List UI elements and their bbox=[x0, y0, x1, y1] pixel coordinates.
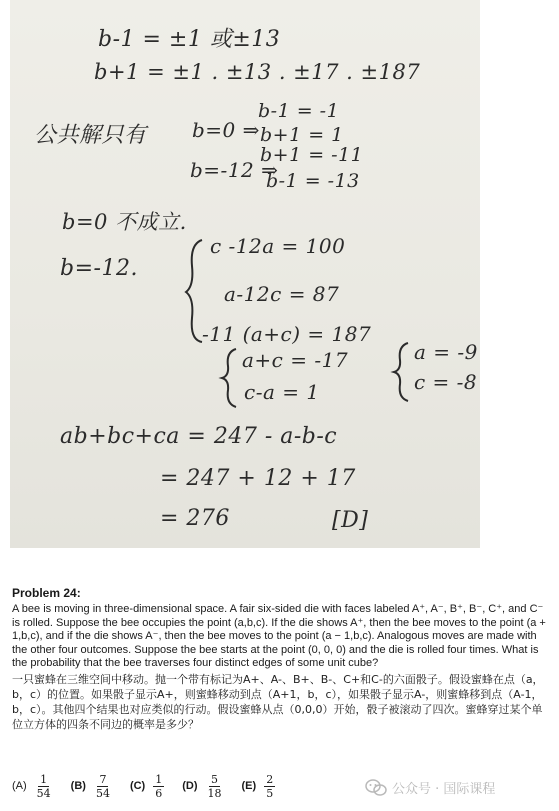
choice-fraction bbox=[206, 773, 224, 800]
choice-letter: (C) bbox=[129, 780, 146, 792]
hw-line: 公共解只有 bbox=[34, 123, 147, 148]
answer-choices bbox=[12, 766, 293, 806]
hw-line: b+1 = 1 bbox=[260, 124, 344, 146]
hw-line: b=0 不成立. bbox=[62, 210, 187, 234]
left-brace-icon bbox=[218, 346, 242, 410]
choice-fraction bbox=[153, 773, 164, 800]
choice-c bbox=[130, 773, 164, 800]
wechat-icon bbox=[365, 779, 387, 797]
choice-d bbox=[182, 773, 223, 800]
hw-line: b-1 = -13 bbox=[266, 170, 360, 192]
hw-line: ab+bc+ca = 247 - a-b-c bbox=[60, 424, 338, 449]
choice-b bbox=[71, 773, 112, 800]
hw-line: c = -8 bbox=[414, 370, 478, 394]
choice-letter: (B) bbox=[70, 780, 86, 792]
hw-line: b=-12. bbox=[60, 256, 138, 281]
choice-letter: (E) bbox=[241, 780, 257, 792]
fraction-denominator: 6 bbox=[155, 786, 163, 800]
hw-line: b-1 = -1 bbox=[258, 100, 340, 122]
hw-line: = 276 bbox=[160, 506, 230, 531]
hw-answer: [D] bbox=[332, 508, 369, 533]
problem-title: Problem 24: bbox=[12, 586, 81, 600]
fraction-numerator: 1 bbox=[40, 772, 48, 786]
hw-line: b=-12 ⇒ bbox=[190, 158, 279, 182]
hw-line: c -12a = 100 bbox=[210, 234, 346, 258]
choice-e bbox=[242, 773, 276, 800]
hw-line: a-12c = 87 bbox=[224, 282, 340, 306]
problem-english-text: A bee is moving in three-dimensional space. A fair six-sided die with faces labeled A⁺, A⁻, B⁺, B⁻, C⁺, and C⁻ is rolled. Suppose the bee occupies the point (a,b,c). If the die shows A⁺, then the bee moves to the point (a + 1,b,c), and if the die shows A⁻, then the bee moves to the point (a − 1,b,c). Analogous moves are made with the other four outcomes. Suppose the bee starts at the point (0, 0, 0) and the die is rolled four times. What is the probability that the bee traverses four distinct edges of some unit cube? bbox=[12, 603, 546, 670]
fraction-numerator: 1 bbox=[155, 772, 163, 786]
fraction-numerator: 2 bbox=[266, 772, 274, 786]
choice-fraction bbox=[264, 773, 275, 800]
fraction-numerator: 7 bbox=[99, 772, 107, 786]
choice-a bbox=[12, 773, 53, 800]
choice-letter: (A) bbox=[12, 780, 27, 792]
handwritten-solution-photo bbox=[10, 0, 480, 548]
watermark bbox=[365, 778, 495, 797]
watermark-text: 公众号 · 国际课程 bbox=[392, 782, 496, 797]
hw-line: c-a = 1 bbox=[244, 380, 320, 404]
problem-block bbox=[12, 586, 548, 732]
problem-chinese-text: 一只蜜蜂在三维空间中移动。抛一个带有标记为A+、A-、B+、B-、C+和C-的六面骰子。假设蜜蜂在点（a，b，c）的位置。如果骰子显示A+，则蜜蜂移动到点（A+1，b，c），如果骰子显示A-，则蜜蜂移到点（A-1，b，c）。其他四个结果也对应类似的行动。假设蜜蜂从点（0,0,0）开始，骰子被滚动了四次。蜜蜂穿过某个单位立方体的四条不同边的概率是多少？ bbox=[12, 672, 544, 731]
choice-fraction bbox=[94, 773, 112, 800]
fraction-numerator: 5 bbox=[211, 772, 219, 786]
fraction-denominator: 54 bbox=[36, 786, 51, 800]
choice-letter: (D) bbox=[182, 780, 198, 792]
left-brace-icon bbox=[390, 340, 414, 404]
fraction-denominator: 18 bbox=[207, 786, 222, 800]
choice-fraction bbox=[35, 773, 53, 800]
hw-line: = 247 + 12 + 17 bbox=[160, 466, 356, 491]
hw-line: b+1 = ±1 . ±13 . ±17 . ±187 bbox=[94, 60, 421, 84]
hw-line: b-1 = ±1 或±13 bbox=[98, 27, 281, 52]
hw-line: a = -9 bbox=[414, 340, 478, 364]
hw-line: a+c = -17 bbox=[242, 348, 349, 372]
hw-line: b=0 ⇒ bbox=[192, 118, 260, 142]
hw-line: b+1 = -11 bbox=[260, 144, 364, 166]
hw-line: -11 (a+c) = 187 bbox=[202, 322, 372, 346]
fraction-denominator: 54 bbox=[95, 786, 110, 800]
fraction-denominator: 5 bbox=[266, 786, 274, 800]
